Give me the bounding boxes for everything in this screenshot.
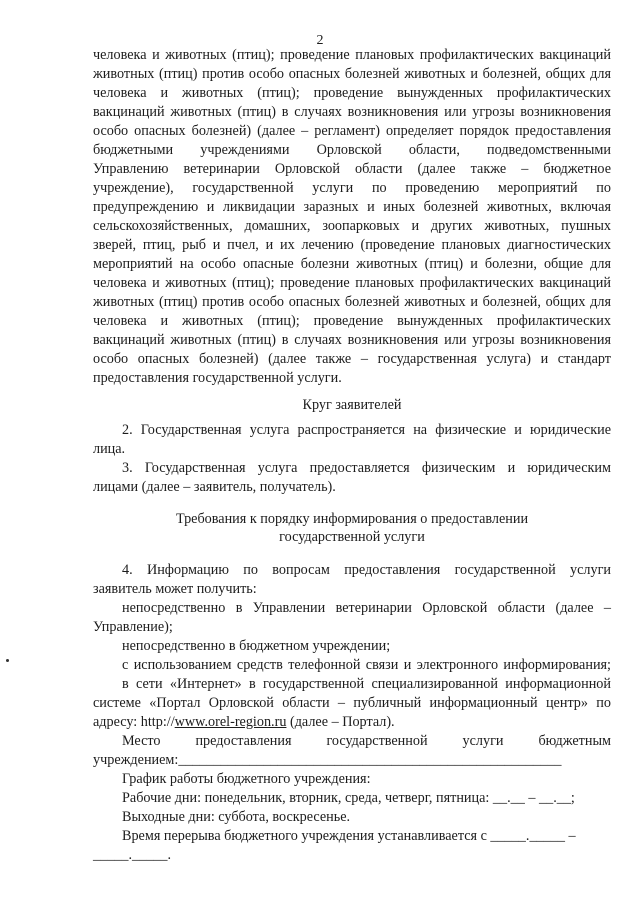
address-prefix: адресу: http:// [93,714,175,730]
option-internet-line: системе «Портал Орловской области – публичный информационный центр» по [93,695,611,711]
text-line: человека и животных (птиц); проведение плановых профилактических вакцинаций [93,275,611,291]
item-2-line: 2. Государственная услуга распространяется на физические и юридические [122,422,611,438]
text-line: предупреждению и ликвидации заразных и иных болезней животных, включая [93,199,611,215]
text-line: человека и животных (птиц); проведение вынужденных профилактических [93,85,611,101]
weekends-text: Выходные дни: суббота, воскресенье. [122,809,351,825]
text-line: зверей, птиц, рыб и пчел, и их лечению (проведение плановых диагностических [93,237,611,253]
option-budget-institution: непосредственно в бюджетном учреждении; [122,638,391,654]
text-line: предоставления государственной услуги. [93,370,342,386]
text-line: вакцинаций животных (птиц) в случаях возникновения или угрозы возникновения [93,104,611,120]
text-line: учреждение), государственной услуги по проведению мероприятий по [93,180,611,196]
option-department-line: Управление); [93,619,173,635]
item-2-line: лица. [93,441,126,457]
scan-speck [6,659,9,662]
service-place-label: учреждением: [93,752,179,768]
text-line: особо опасных болезней) (далее также – государственная услуга) и стандарт [93,351,611,367]
break-time-field [122,828,611,845]
option-internet-line: в сети «Интернет» в государственной специализированной информационной [122,676,611,692]
text-line: бюджетными учреждениями Орловской области, подведомственными [93,142,611,158]
text-line: животных (птиц) против особо опасных болезней животных и болезней, общих для [93,294,611,310]
item-3-line: лицами (далее – заявитель, получатель). [93,479,336,495]
address-suffix: (далее – Портал). [286,714,395,730]
text-line: сельскохозяйственных, домашних, зоопарковых и других животных, пушных [93,218,611,234]
workdays-field [122,790,611,807]
section-heading-informing: государственной услуги [279,529,425,545]
option-phone-electronic: с использованием средств телефонной связи и электронного информирования; [122,657,611,673]
schedule-title: График работы бюджетного учреждения: [122,771,371,787]
option-internet-address [93,714,611,731]
service-place-line: Место предоставления государственной услуги бюджетным [122,733,611,749]
item-4-intro-line: 4. Информацию по вопросам предоставления государственной услуги [122,562,611,578]
item-3-line: 3. Государственная услуга предоставляется физическим и юридическим [122,460,611,476]
service-place-blank: ______________________________________________________ [178,752,562,768]
text-line: животных (птиц) против особо опасных болезней животных и болезней, общих для [93,66,611,82]
portal-link[interactable]: www.orel-region.ru [174,714,287,730]
option-department-line: непосредственно в Управлении ветеринарии Орловской области (далее – [122,600,611,616]
workdays-label: Рабочие дни: понедельник, вторник, среда, четверг, пятница: [122,790,490,806]
text-line: мероприятий на особо опасные болезни животных (птиц) и болезни, общие для [93,256,611,272]
break-time-blank-end: _____._____. [93,847,172,863]
text-line: Управлению ветеринарии Орловской области (далее также – бюджетное [93,161,611,177]
text-line: особо опасных болезней) (далее – регламент) определяет порядок предоставления [93,123,611,139]
section-heading-informing: Требования к порядку информирования о предоставлении [175,511,529,527]
section-heading-applicants: Круг заявителей [302,397,402,413]
break-time-blank: _____._____ – [486,828,576,844]
text-line: вакцинаций животных (птиц) в случаях возникновения или угрозы возникновения [93,332,611,348]
text-line: человека и животных (птиц); проведение плановых профилактических вакцинаций [93,47,611,63]
item-4-intro-line: заявитель может получить: [93,581,257,597]
service-place-field [93,752,611,769]
workdays-blank: __.__ – __.__; [489,790,575,806]
text-line: человека и животных (птиц); проведение вынужденных профилактических [93,313,611,329]
page-number: 2 [316,33,324,48]
break-time-label: Время перерыва бюджетного учреждения устанавливается с [122,828,487,844]
